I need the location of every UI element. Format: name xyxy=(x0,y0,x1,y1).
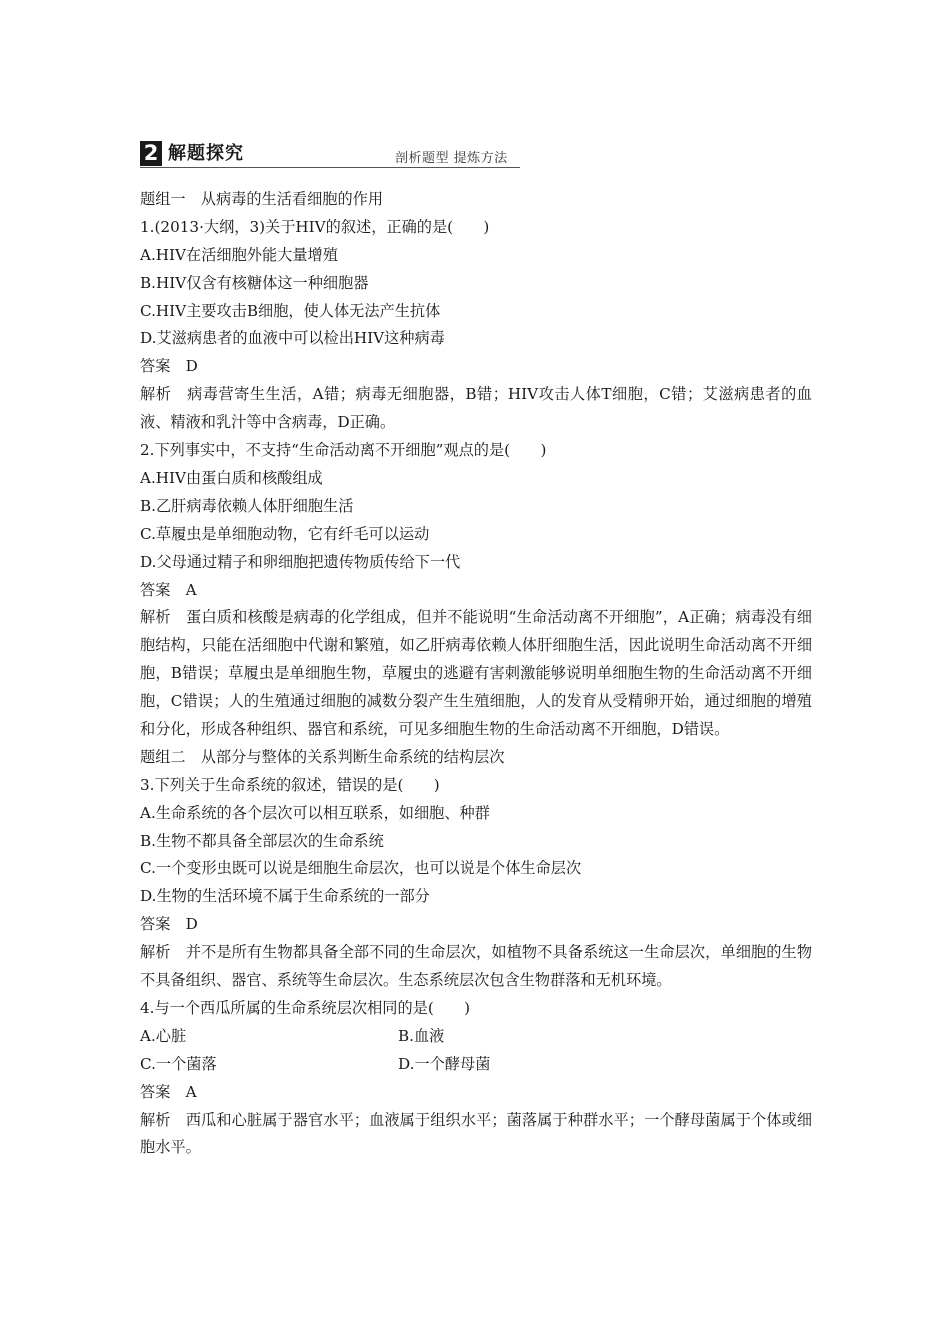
option-d: D.一个酵母菌 xyxy=(398,1054,491,1073)
option-a: A.HIV由蛋白质和核酸组成 xyxy=(140,468,323,487)
analysis: 解析 病毒营寄生生活，A错；病毒无细胞器，B错；HIV攻击人体T细胞，C错；艾滋病患者的血液、精液和乳汁等中含病毒，D正确。 xyxy=(140,385,812,432)
option-c: C.一个变形虫既可以说是细胞生命层次，也可以说是个体生命层次 xyxy=(140,859,582,878)
analysis: 解析 蛋白质和核酸是病毒的化学组成，但并不能说明“生命活动离不开细胞”，A正确；病毒没有细胞结构，只能在活细胞中代谢和繁殖，如乙肝病毒依赖人体肝细胞生活，因此说明生命活动离不开细胞，B错误；草履虫是单细胞生物，草履虫的逃避有害刺激能够说明单细胞生物的生命活动离不开细胞，C错误；人的生殖通过细胞的减数分裂产生生殖细胞，人的发育从受精卵开始，通过细胞的增殖和分化，形成各种组织、器官和系统，可见多细胞生物的生命活动离不开细胞，D错误。 xyxy=(140,608,812,739)
section-underline xyxy=(140,167,520,168)
answer: 答案 A xyxy=(140,1082,197,1101)
option-b: B.乙肝病毒依赖人体肝细胞生活 xyxy=(140,496,354,515)
document-content xyxy=(140,186,812,1162)
answer: 答案 D xyxy=(140,915,198,934)
option-d: D.父母通过精子和卵细胞把遗传物质传给下一代 xyxy=(140,552,461,571)
option-d: D.艾滋病患者的血液中可以检出HIV这种病毒 xyxy=(140,329,445,348)
question-stem: 3.下列关于生命系统的叙述，错误的是( ) xyxy=(140,775,440,794)
option-c: C.HIV主要攻击B细胞，使人体无法产生抗体 xyxy=(140,301,441,320)
group-title: 题组一 从病毒的生活看细胞的作用 xyxy=(140,190,383,208)
option-c: C.草履虫是单细胞动物，它有纤毛可以运动 xyxy=(140,524,430,543)
options-row xyxy=(140,1023,812,1051)
section-number-badge: 2 xyxy=(140,141,162,166)
question-stem: 2.下列事实中，不支持“生命活动离不开细胞”观点的是( ) xyxy=(140,441,547,460)
analysis: 解析 西瓜和心脏属于器官水平；血液属于组织水平；菌落属于种群水平；一个酵母菌属于个体或细胞水平。 xyxy=(140,1110,812,1157)
option-a: A.生命系统的各个层次可以相互联系，如细胞、种群 xyxy=(140,803,490,822)
option-d: D.生物的生活环境不属于生命系统的一部分 xyxy=(140,887,430,906)
group-title: 题组二 从部分与整体的关系判断生命系统的结构层次 xyxy=(140,747,505,766)
option-b: B.血液 xyxy=(398,1026,445,1045)
section-header xyxy=(140,141,520,169)
question-stem: 1.(2013·大纲，3)关于HIV的叙述，正确的是( ) xyxy=(140,217,490,236)
option-b: B.生物不都具备全部层次的生命系统 xyxy=(140,831,384,850)
section-subtitle: 剖析题型 提炼方法 xyxy=(395,151,508,166)
option-b: B.HIV仅含有核糖体这一种细胞器 xyxy=(140,273,369,292)
option-c: C.一个菌落 xyxy=(140,1054,217,1073)
question-stem: 4.与一个西瓜所属的生命系统层次相同的是( ) xyxy=(140,998,471,1017)
option-a: A.HIV在活细胞外能大量增殖 xyxy=(140,245,338,264)
answer: 答案 D xyxy=(140,357,198,376)
section-title: 解题探究 xyxy=(168,143,244,164)
analysis: 解析 并不是所有生物都具备全部不同的生命层次，如植物不具备系统这一生命层次，单细胞的生物不具备组织、器官、系统等生命层次。生态系统层次包含生物群落和无机环境。 xyxy=(140,943,812,990)
answer: 答案 A xyxy=(140,580,197,599)
options-row xyxy=(140,1051,812,1079)
option-a: A.心脏 xyxy=(140,1026,187,1045)
